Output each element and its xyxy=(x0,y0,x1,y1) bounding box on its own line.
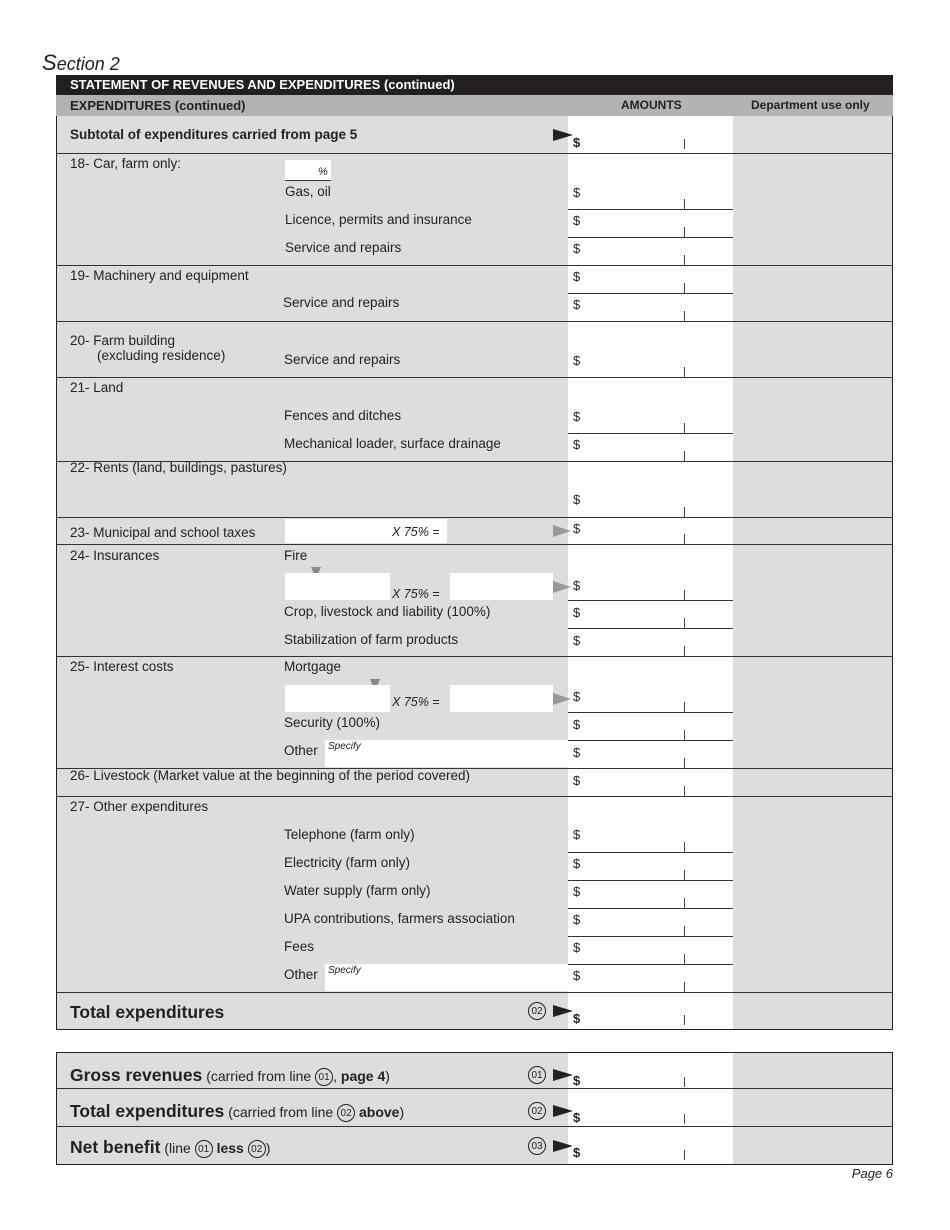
code-01-badge: 01 xyxy=(528,1066,546,1084)
code-02-badge: 02 xyxy=(528,1102,546,1120)
row-19-label: 19- Machinery and equipment xyxy=(70,268,249,283)
arrow-icon xyxy=(553,1105,573,1117)
code-02-badge: 02 xyxy=(528,1002,546,1020)
row-25-label: 25- Interest costs xyxy=(70,659,174,674)
other-expenditures-specify-input[interactable] xyxy=(325,964,568,991)
mortgage-input[interactable] xyxy=(285,685,390,712)
gross-revenues-row: Gross revenues (carried from line 01 , page 4) xyxy=(70,1065,390,1085)
row-21-label: 21- Land xyxy=(70,380,124,395)
row-26-label: 26- Livestock (Market value at the beginning of the period covered) xyxy=(70,768,470,783)
interest-other-specify-input[interactable] xyxy=(325,740,568,767)
row-22-label: 22- Rents (land, buildings, pastures) xyxy=(70,460,287,475)
arrow-icon xyxy=(553,129,573,141)
mortgage-result[interactable] xyxy=(450,685,553,712)
department-column xyxy=(733,116,892,1029)
arrow-icon xyxy=(553,1140,573,1152)
arrow-icon xyxy=(553,1005,573,1017)
total-expenditures-label: Total expenditures xyxy=(70,1002,225,1022)
row-23-label: 23- Municipal and school taxes xyxy=(70,525,256,540)
page-number: Page 6 xyxy=(851,1166,893,1181)
code-03-badge: 03 xyxy=(528,1137,546,1155)
arrow-icon xyxy=(553,581,571,593)
amounts-column xyxy=(568,116,733,1029)
arrow-icon xyxy=(553,693,571,705)
arrow-icon xyxy=(553,1069,573,1081)
fire-insurance-input[interactable] xyxy=(285,573,390,600)
row-24-label: 24- Insurances xyxy=(70,548,160,563)
row-20-label: 20- Farm building xyxy=(70,333,176,348)
department-use-header: Department use only xyxy=(751,98,870,112)
amounts-header: AMOUNTS xyxy=(621,98,682,112)
subtotal-label: Subtotal of expenditures carried from page 5 xyxy=(70,127,358,142)
net-benefit-row: Net benefit (line 01 less 02 ) xyxy=(70,1137,271,1157)
row-27-label: 27- Other expenditures xyxy=(70,799,209,814)
expenditures-header: EXPENDITURES (continued) AMOUNTS Department use only xyxy=(56,95,893,116)
row-18-label: 18- Car, farm only: xyxy=(70,156,182,171)
total-expenditures-summary-row: Total expenditures (carried from line 02 above) xyxy=(70,1101,405,1121)
statement-header: STATEMENT OF REVENUES AND EXPENDITURES (continued) xyxy=(56,75,893,95)
fire-insurance-result[interactable] xyxy=(450,573,553,600)
section-title: Section 2 xyxy=(42,50,120,75)
arrow-icon xyxy=(553,525,571,537)
